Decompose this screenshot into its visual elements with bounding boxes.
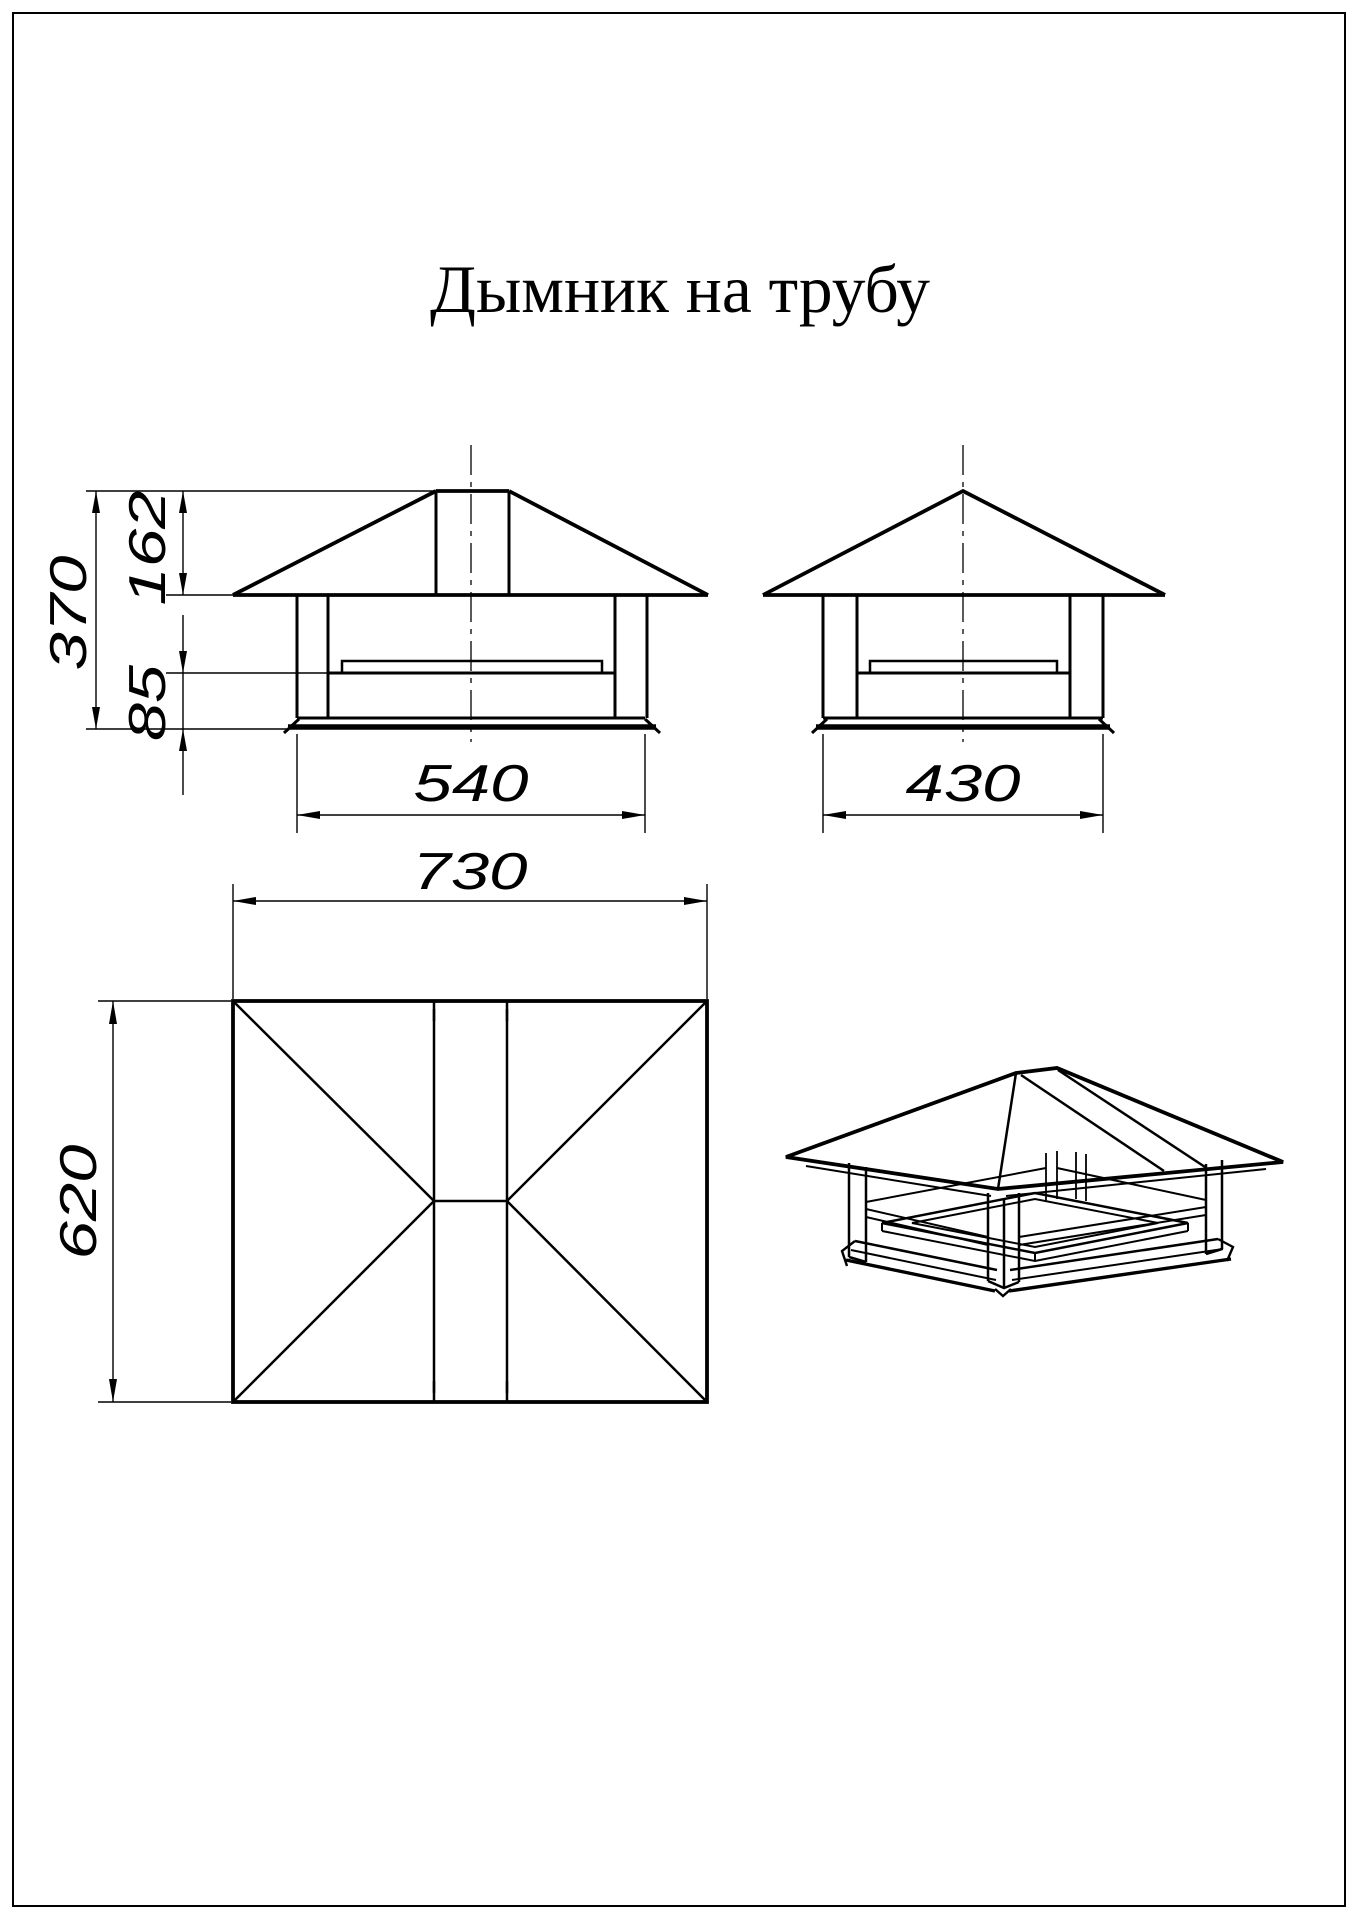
page-title: Дымник на трубу [430, 251, 930, 327]
plan-view [233, 1001, 707, 1402]
isometric-view [786, 1068, 1283, 1296]
side-roof-outline [763, 491, 1165, 595]
dim-label-162: 162 [119, 518, 177, 606]
dim-label-370: 370 [40, 583, 98, 671]
dim-label-730: 730 [412, 843, 528, 901]
front-legs [297, 595, 647, 718]
dim-label-540: 540 [413, 755, 529, 813]
dim-plan-depth [50, 1001, 231, 1402]
dim-label-85: 85 [119, 683, 177, 741]
iso-roof [786, 1068, 1283, 1196]
iso-collar-base [842, 1239, 1233, 1296]
front-base [284, 718, 660, 733]
front-view [233, 445, 708, 742]
plan-ridge-band [434, 1001, 507, 1402]
dim-plan-width [233, 843, 707, 999]
dim-front-roof-height [119, 490, 233, 605]
dim-label-620: 620 [50, 1172, 108, 1260]
side-view [763, 445, 1165, 742]
dim-front-total-height [40, 491, 436, 729]
dim-side-base-width [823, 734, 1103, 833]
dim-label-430: 430 [905, 755, 1021, 813]
dim-front-base-width [297, 734, 645, 833]
